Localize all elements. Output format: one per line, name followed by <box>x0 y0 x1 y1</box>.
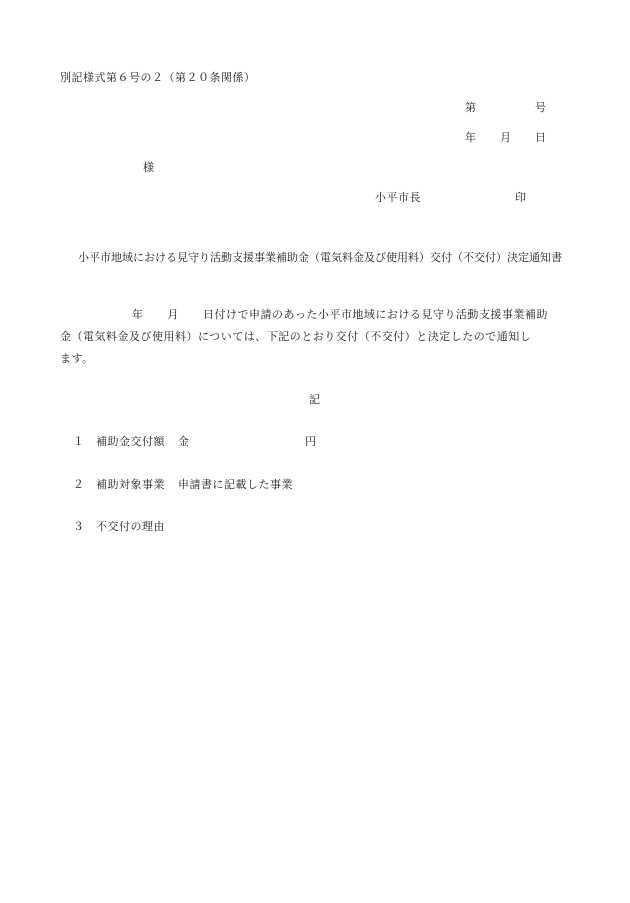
body-paragraph <box>60 304 560 370</box>
item-3-label: 不交付の理由 <box>96 520 165 533</box>
body-line-1-rest: 日付けで申請のあった小平市地域における見守り活動支援事業補助 <box>203 308 548 321</box>
item-1-label: 補助金交付額 <box>96 435 165 448</box>
doc-number-suffix: 号 <box>535 101 547 114</box>
date-month: 月 <box>500 131 512 144</box>
body-line-2: 金（電気料金及び使用料）については、下記のとおり交付（不交付）と決定したので通知し <box>60 330 532 343</box>
item-2-label: 補助対象事業 <box>96 478 165 491</box>
item-3-number: ３ <box>73 520 85 533</box>
body-month: 月 <box>167 308 179 321</box>
body-line-1 <box>60 304 560 326</box>
date-day: 日 <box>535 131 547 144</box>
item-1-unit: 円 <box>305 435 317 448</box>
item-2-value: 申請書に記載した事業 <box>178 478 293 491</box>
body-line-3: ます。 <box>60 352 94 365</box>
doc-number-prefix: 第 <box>465 101 477 114</box>
issuer-title: 小平市長 <box>375 191 421 204</box>
item-2-number: ２ <box>73 478 85 491</box>
form-label: 別記様式第６号の２（第２０条関係） <box>60 71 256 84</box>
item-1-value: 金 <box>178 435 190 448</box>
ki-heading: 記 <box>309 393 321 406</box>
item-1-number: １ <box>73 435 85 448</box>
issuer-seal: 印 <box>515 191 527 204</box>
addressee-suffix: 様 <box>143 161 155 174</box>
body-year: 年 <box>132 308 144 321</box>
date-year: 年 <box>465 131 477 144</box>
document-title: 小平市地域における見守り活動支援事業補助金（電気料金及び使用料）交付（不交付）決定通知書 <box>78 251 562 264</box>
